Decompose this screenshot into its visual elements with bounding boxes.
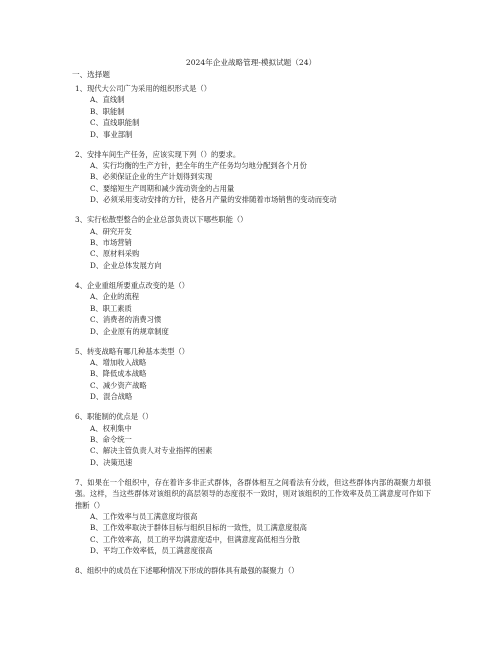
question-stem: 3、实行松散型整合的企业总部负责以下哪些职能（）	[75, 215, 248, 225]
option-d: D、企业总体发展方向	[90, 260, 162, 270]
option-c: C、减少资产战略	[90, 380, 147, 390]
option-a: A、权利集中	[90, 423, 132, 433]
option-d: D、平均工作效率低，员工满意度很高	[90, 546, 213, 556]
question-7	[75, 477, 431, 557]
option-b: B、工作效率取决于群体目标与组织目标的一致性，员工满意度很高	[90, 523, 307, 533]
option-b: B、降低成本战略	[90, 369, 147, 379]
question-stem: 1、现代大公司广为采用的组织形式是（）	[75, 84, 211, 93]
option-b: B、市场营销	[90, 238, 132, 248]
question-4	[75, 280, 431, 337]
option-b: B、必须保证企业的生产计划得到实现	[90, 172, 213, 182]
option-a: A、实行均衡的生产方针，把全年的生产任务均匀地分配到各个月份	[90, 161, 307, 171]
document-title: 2024年企业战略管理-模拟试题（24）	[185, 58, 317, 67]
question-8	[75, 565, 431, 576]
question-1	[75, 83, 431, 140]
option-d: D、必须采用变动安排的方针，使各月产量的安排随着市场销售的变动而变动	[90, 195, 337, 205]
option-c: C、要缩短生产周期和减少流动资金的占用量	[90, 183, 235, 193]
option-a: A、直线制	[90, 95, 125, 105]
option-d: D、混合战略	[90, 392, 133, 402]
option-d: D、企业原有的规章制度	[90, 326, 169, 336]
question-stem: 6、职能制的优点是（）	[75, 412, 153, 422]
question-stem: 8、组织中的成员在下述哪种情况下形成的群体具有最强的凝聚力（）	[75, 566, 299, 576]
option-b: B、职能制	[90, 106, 125, 116]
question-list	[75, 83, 431, 585]
option-d: D、决策迅速	[90, 457, 133, 467]
option-a: A、工作效率与员工满意度均很高	[90, 511, 198, 521]
question-stem: 7、如果在一个组织中，存在着许多非正式群体，各群体相互之间看法有分歧，但这些群体内部的凝聚力却很强。这样，当这些群体对该组织的高层领导的态度很不一致时，则对该组织的工作效率及员工满意度可作如下推断（）	[75, 477, 431, 510]
option-c: C、直线职能制	[90, 118, 140, 128]
question-stem: 2、安排车间生产任务，应该实现下列（）的要求。	[75, 149, 241, 159]
option-c: C、解决主管负责人对专业指挥的困素	[90, 446, 213, 456]
option-a: A、增加收入战略	[90, 357, 147, 367]
question-5	[75, 346, 431, 403]
option-a: A、企业的流程	[90, 292, 140, 302]
question-stem: 5、转变战略有哪几种基本类型（）	[75, 346, 190, 356]
question-2	[75, 149, 431, 206]
question-3	[75, 214, 431, 271]
option-d: D、事业部制	[90, 129, 133, 139]
option-b: B、命令统一	[90, 434, 132, 444]
option-c: C、消费者的消费习惯	[90, 315, 162, 325]
option-c: C、工作效率高，员工的平均满意度适中，但满意度高低相当分散	[90, 534, 300, 544]
section-heading: 一、选择题	[72, 70, 110, 79]
option-c: C、原材料采购	[90, 249, 140, 259]
question-stem: 4、企业重组所要重点改变的是（）	[75, 280, 190, 290]
question-6	[75, 411, 431, 468]
option-a: A、研究开发	[90, 226, 132, 236]
option-b: B、职工素质	[90, 303, 132, 313]
